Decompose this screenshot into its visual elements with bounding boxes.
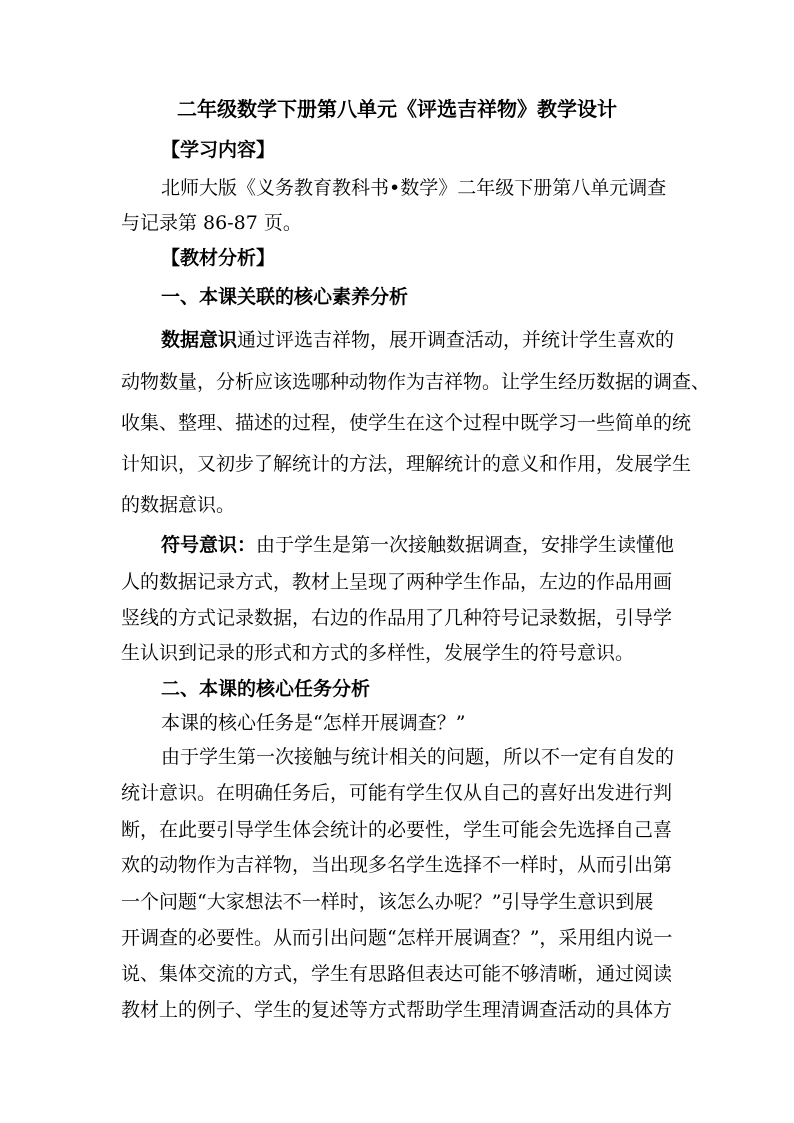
heading-core-task: 二、本课的核心任务分析	[161, 678, 371, 700]
learning-content-line: 北师大版《义务教育教科书•数学》二年级下册第八单元调查	[161, 177, 667, 199]
data-awareness-label: 数据意识	[161, 329, 238, 351]
symbol-awareness-paragraph-start	[161, 533, 674, 557]
analysis-line: 统计意识。在明确任务后，可能有学生仅从自己的喜好出发进行判	[121, 782, 673, 804]
symbol-awareness-label: 符号意识：	[161, 534, 257, 556]
symbol-awareness-line: 由于学生是第一次接触数据调查，安排学生读懂他	[256, 534, 675, 556]
heading-core-literacy: 一、本课关联的核心素养分析	[161, 286, 409, 308]
data-awareness-paragraph-start	[161, 328, 674, 352]
symbol-awareness-line: 竖线的方式记录数据，右边的作品用了几种符号记录数据，引导学	[121, 607, 673, 629]
analysis-line: 一个问题“大家想法不一样时，该怎么办呢？”引导学生意识到展	[121, 891, 654, 913]
section-material-analysis: 【教材分析】	[161, 247, 276, 269]
data-awareness-line: 收集、整理、描述的过程，使学生在这个过程中既学习一些简单的统	[121, 412, 692, 434]
symbol-awareness-line: 人的数据记录方式，教材上呈现了两种学生作品，左边的作品用画	[121, 571, 673, 593]
data-awareness-line: 动物数量，分析应该选哪种动物作为吉祥物。让学生经历数据的调查、	[121, 371, 711, 393]
document-title: 二年级数学下册第八单元《评选吉祥物》教学设计	[177, 97, 617, 121]
data-awareness-line: 计知识，又初步了解统计的方法，理解统计的意义和作用，发展学生	[121, 453, 692, 475]
analysis-line: 欢的动物作为吉祥物，当出现多名学生选择不一样时，从而引出第	[121, 854, 673, 876]
learning-content-line: 与记录第 86-87 页。	[121, 212, 302, 234]
analysis-line: 断，在此要引导学生体会统计的必要性，学生可能会先选择自己喜	[121, 819, 673, 841]
analysis-line: 由于学生第一次接触与统计相关的问题，所以不一定有自发的	[161, 746, 675, 768]
section-learning-content: 【学习内容】	[161, 139, 276, 161]
analysis-line: 说、集体交流的方式，学生有思路但表达可能不够清晰，通过阅读	[121, 963, 673, 985]
core-task-line: 本课的核心任务是“怎样开展调查？”	[161, 712, 466, 734]
data-awareness-line: 的数据意识。	[121, 494, 236, 516]
symbol-awareness-line: 生认识到记录的形式和方式的多样性，发展学生的符号意识。	[121, 642, 635, 664]
analysis-line: 教材上的例子、学生的复述等方式帮助学生理清调查活动的具体方	[121, 999, 673, 1021]
analysis-line: 开调查的必要性。从而引出问题“怎样开展调查？”，采用组内说一	[121, 927, 673, 949]
data-awareness-line: 通过评选吉祥物，展开调查活动，并统计学生喜欢的	[237, 329, 675, 351]
